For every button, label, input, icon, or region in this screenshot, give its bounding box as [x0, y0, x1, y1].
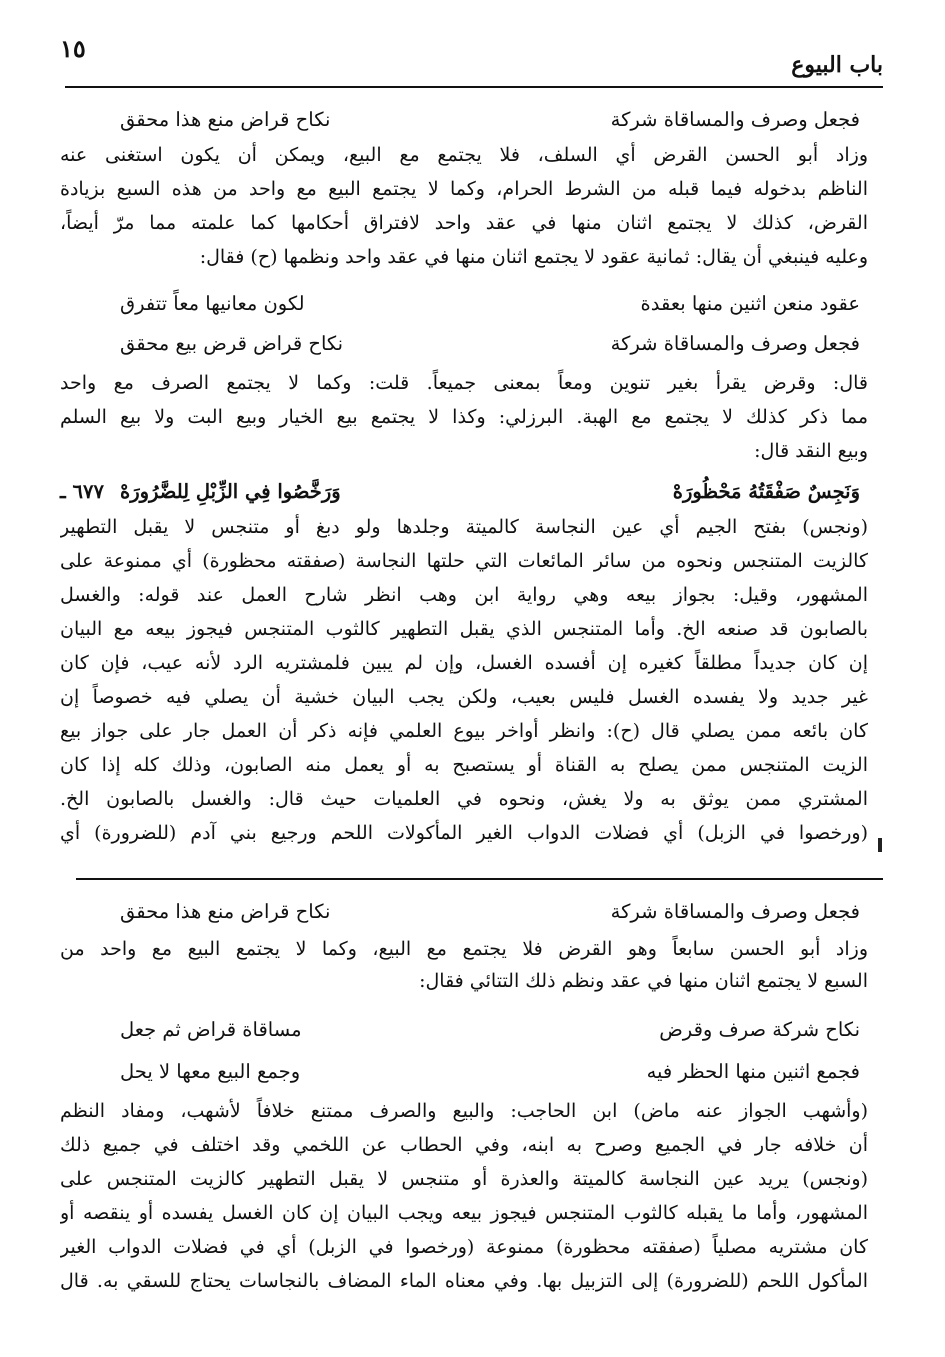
- verse-number: ٦٧٧ ـ: [60, 480, 104, 503]
- text-line: كان مشتريه مصلياً (صفقته محظورة) ممنوعة (ورخصوا في الزبل) أي في فضلات الدواب الغير: [60, 1236, 868, 1258]
- text-line: المأكول اللحم (للضرورة) إلى التزبيل بها. وفي معناه الماء المضاف بالنجاسات يحتاج للسقي به. قال: [60, 1270, 868, 1292]
- page-number: ١٥: [60, 34, 86, 63]
- verse-first-hemistich: فجعل وصرف والمساقاة شركة: [610, 108, 860, 131]
- text-line: إن كان جديداً مطلقاً كغيره إن أفسده الغسل، وإن لم يبين فلمشتريه الرد لأنه عيب، فإن كان: [60, 652, 868, 674]
- footnote-paragraph-2: [60, 1096, 868, 1296]
- verse-first-hemistich: فجمع اثنين منها الحظر فيه: [646, 1060, 860, 1083]
- text-line: (ونجس) بفتح الجيم أي عين النجاسة كالميتة وجلدها ولو دبغ أو متنجس لا يقبل التطهير: [60, 516, 868, 538]
- text-line: (ونجس) يريد عين النجاسة كالميتة والعذرة أو متنجس لا يقبل التطهير كالزيت المتنجس على: [60, 1168, 868, 1190]
- text-line: السبع لا يجتمع اثنان منها في عقد ونظم ذلك التتائي فقال:: [419, 970, 868, 992]
- text-line: كان بائعه ممن يصلي قال (ح): وانظر أواخر بيوع العلمي فإنه ذكر أن العمل جار على جواز بيع: [60, 720, 868, 742]
- text-line: القرض، كذلك لا يجتمع اثنان منها في عقد واحد لافتراق أحكامها كما علمته مما مرّ أيضاً،: [60, 212, 868, 234]
- footnote-paragraph-1: [60, 934, 868, 1000]
- verse-first-hemistich: فجعل وصرف والمساقاة شركة: [610, 900, 860, 923]
- verse-second-hemistich: نكاح قراض منع هذا محقق: [120, 108, 331, 131]
- verse-second-hemistich: نكاح قراض منع هذا محقق: [120, 900, 331, 923]
- header-rule: [65, 86, 883, 88]
- text-line: المشتري ممن يوثق به ولا يغش، ونحوه في العلميات حيث قال: والغسل بالصابون الخ.: [60, 788, 868, 810]
- text-line: (وأشهب الجواز عنه ماض) ابن الحاجب: والبيع والصرف ممتنع خلافاً لأشهب، ومفاد النظم: [60, 1100, 868, 1122]
- text-line: وزاد أبو الحسن القرض أي السلف، فلا يجتمع مع البيع، ويمكن أن يكون استغنى عنه: [60, 144, 868, 166]
- text-line: الناظم بدخوله فيما قبله من الشرط الحرام، وكما لا يجتمع البيع مع واحد من هذه السبع بزيادة: [60, 178, 868, 200]
- main-verse-3: [60, 328, 868, 360]
- verse-second-hemistich: وجمع البيع معها لا يحل: [120, 1060, 301, 1083]
- main-paragraph-1: [60, 140, 868, 276]
- verse-first-hemistich: نكاح شركة صرف وقرض: [659, 1018, 860, 1041]
- main-commentary: [60, 512, 868, 858]
- footnote-verse-3: [60, 1056, 868, 1088]
- verse-second-hemistich: مساقاة قراض ثم جعل: [120, 1018, 302, 1041]
- text-line: قال: وقرض يقرأ بغير تنوين ومعاً بمعنى جميعاً. قلت: وكما لا يجتمع الصرف مع واحد: [60, 372, 868, 394]
- text-line: مما ذكر كذلك لا يجتمع مع الهبة. البرزلي: وكذا لا يجتمع بيع الخيار وبيع البت ولا بيع السلم: [60, 406, 868, 428]
- verse-677: [60, 476, 868, 508]
- footnote-verse-1: [60, 896, 868, 928]
- text-line: وبيع النقد قال:: [754, 440, 868, 462]
- text-line: غير جديد ولا يفسده الغسل فليس بعيب، ولكن يجب البيان خشية أن يصلي فيه خصوصاً إن: [60, 686, 868, 708]
- verse-second-hemistich: لكون معانيها معاً تتفرق: [120, 292, 305, 315]
- text-line: (ورخصوا في الزبل) أي فضلات الدواب الغير المأكولات اللحم ورجيع بني آدم (للضرورة) أي: [60, 822, 868, 844]
- main-verse-2: [60, 288, 868, 320]
- text-line: وعليه فينبغي أن يقال: ثمانية عقود لا يجتمع اثنان منها في عقد واحد ونظمها (ح) فقال:: [199, 246, 868, 268]
- text-line: أن خلافه جار في الجميع وصرح به ابنه، وفي الحطاب عن اللخمي وقد اختلف في جميع ذلك: [60, 1134, 868, 1156]
- main-paragraph-2: [60, 368, 868, 468]
- verse-first-hemistich: وَنَجِسٌ صَفْقَتُهُ مَحْظُورَهْ: [672, 480, 860, 503]
- verse-second-hemistich: وَرَخَّصُوا فِي الزِّبْلِ لِلضَّرُورَهْ: [120, 480, 341, 503]
- verse-first-hemistich: عقود منعن اثنين منها بعقدة: [640, 292, 860, 315]
- text-line: بالصابون قد صنعه الخ. وأما المتنجس الذي يقبل التطهير كالثوب المتنجس فيجوز بيعه مع البيان: [60, 618, 868, 640]
- verse-first-hemistich: فجعل وصرف والمساقاة شركة: [610, 332, 860, 355]
- footnote-verse-2: [60, 1014, 868, 1046]
- footnote-separator: [76, 878, 883, 880]
- verse-second-hemistich: نكاح قراض قرض بيع محقق: [120, 332, 344, 355]
- text-line: وزاد أبو الحسن سابعاً وهو القرض فلا يجتمع مع البيع، وكما لا يجتمع البيع مع واحد من: [60, 938, 868, 960]
- text-line: المشهور، وأما ما يقبله كالثوب المتنجس فيجوز بيعه ويجب البيان إن كان الغسل يفسده أو ينقصه أو: [60, 1202, 868, 1224]
- text-line: كالزيت المتنجس ونحوه من سائر المائعات التي حلتها النجاسة (صفقته محظورة) أي ممنوعة على: [60, 550, 868, 572]
- margin-mark: [878, 838, 882, 852]
- main-verse-1: [60, 104, 868, 136]
- text-line: المشهور، وقيل: بجواز بيعه وهي رواية ابن وهب انظر شارح العمل عند قوله: والغسل: [60, 584, 868, 606]
- running-title: باب البيوع: [791, 52, 883, 78]
- text-line: الزيت المتنجس ممن يصلح به القناة أو يستصبح به أو يعمل منه الصابون، وذلك كله إذا كان: [60, 754, 868, 776]
